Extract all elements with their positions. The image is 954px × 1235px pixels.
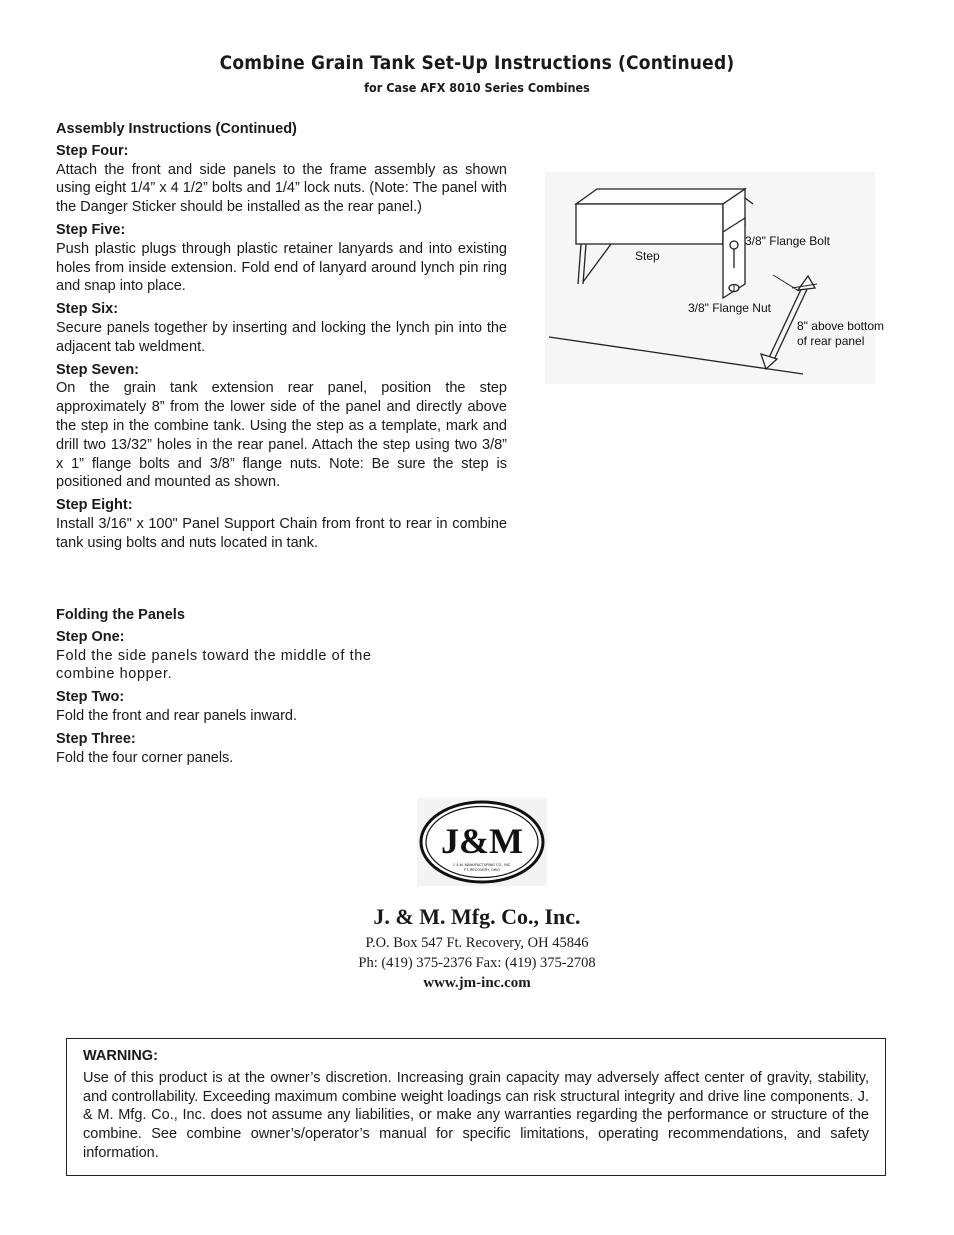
warning-heading: WARNING: [83,1048,158,1064]
company-website[interactable]: www.jm-inc.com [423,975,531,991]
warning-text: Use of this product is at the owner’s discretion. Increasing grain capacity may adversely affect center of gravity, stability, and controllability. Exceeding maximum combine weight loadings can risk structural integrity and drive line components. J. & M. Mfg. Co., Inc. does not assume any liabilities, or make any warranties regarding the performance or structure of the combine. See combine owner’s/operator’s manual for specific limitations, operating recommendations, and safety information. [83,1069,869,1161]
logo-svg [417,798,547,886]
label-dimension-line2: of rear panel [797,334,865,348]
fold-step-one-label: Step One: [56,628,125,645]
step-seven-text: On the grain tank extension rear panel, position the step approximately 8” from the lower side of the panel and directly above the step in the combine tank. Using the step as a template, mark and drill two 13/32” holes in the rear panel. Attach the step using two 3/8” x 1” flange bolts and 3/8” flange nuts. Note: Be sure the step is positioned and mounted as shown. [56,380,507,491]
label-flange-bolt: 3/8" Flange Bolt [745,234,830,248]
logo-small-line2: FT. RECOVERY, OHIO [464,868,500,872]
page-title: Combine Grain Tank Set-Up Instructions (Continued) [219,52,735,74]
step-mounting-diagram [545,172,884,384]
fold-step-three-text: Fold the four corner panels. [56,749,234,766]
folding-instructions [56,606,408,767]
company-phone: Ph: (419) 375-2376 Fax: (419) 375-2708 [358,955,596,971]
folding-heading: Folding the Panels [56,607,185,623]
logo-small-line1: J. & M. MANUFACTURING CO., INC. [452,863,512,867]
step-top [576,189,745,204]
flange-bolt-head [730,241,738,249]
step-six-label: Step Six: [56,301,119,318]
step-six-text: Secure panels together by inserting and locking the lynch pin into the adjacent tab weldment. [56,319,507,355]
company-name: J. & M. Mfg. Co., Inc. [373,904,581,929]
diagram-svg [545,172,884,384]
step-eight-label: Step Eight: [56,497,133,514]
step-four-text: Attach the front and side panels to the frame assembly as shown using eight 1/4” x 4 1/2” bolts and 1/4” lock nuts. (Note: The panel with the Danger Sticker should be installed as the rear panel.) [56,161,507,216]
step-five-label: Step Five: [56,221,126,238]
step-eight-text: Install 3/16" x 100" Panel Support Chain from front to rear in combine tank using bolts and nuts located in tank. [56,515,507,551]
company-logo [417,798,547,886]
company-address: P.O. Box 547 Ft. Recovery, OH 45846 [365,935,589,951]
fold-step-two-text: Fold the front and rear panels inward. [56,707,297,724]
label-step: Step [635,249,660,263]
step-front [576,204,723,244]
warning-box [66,1038,886,1176]
label-dimension-line1: 8" above bottom [797,319,884,333]
assembly-instructions [56,120,507,553]
step-seven-label: Step Seven: [56,361,139,378]
fold-step-one-text: Fold the side panels toward the middle of the combine hopper. [56,647,372,683]
fold-step-three-label: Step Three: [56,730,136,747]
label-flange-nut: 3/8" Flange Nut [688,301,771,315]
step-five-text: Push plastic plugs through plastic retainer lanyards and into existing holes from inside extension. Fold end of lanyard around lynch pin ring and snap into place. [56,240,507,295]
logo-jm-text: J&M [441,821,523,861]
assembly-heading: Assembly Instructions (Continued) [56,121,297,137]
fold-step-two-label: Step Two: [56,689,125,706]
step-four-label: Step Four: [56,142,129,159]
page-subtitle: for Case AFX 8010 Series Combines [364,80,590,95]
